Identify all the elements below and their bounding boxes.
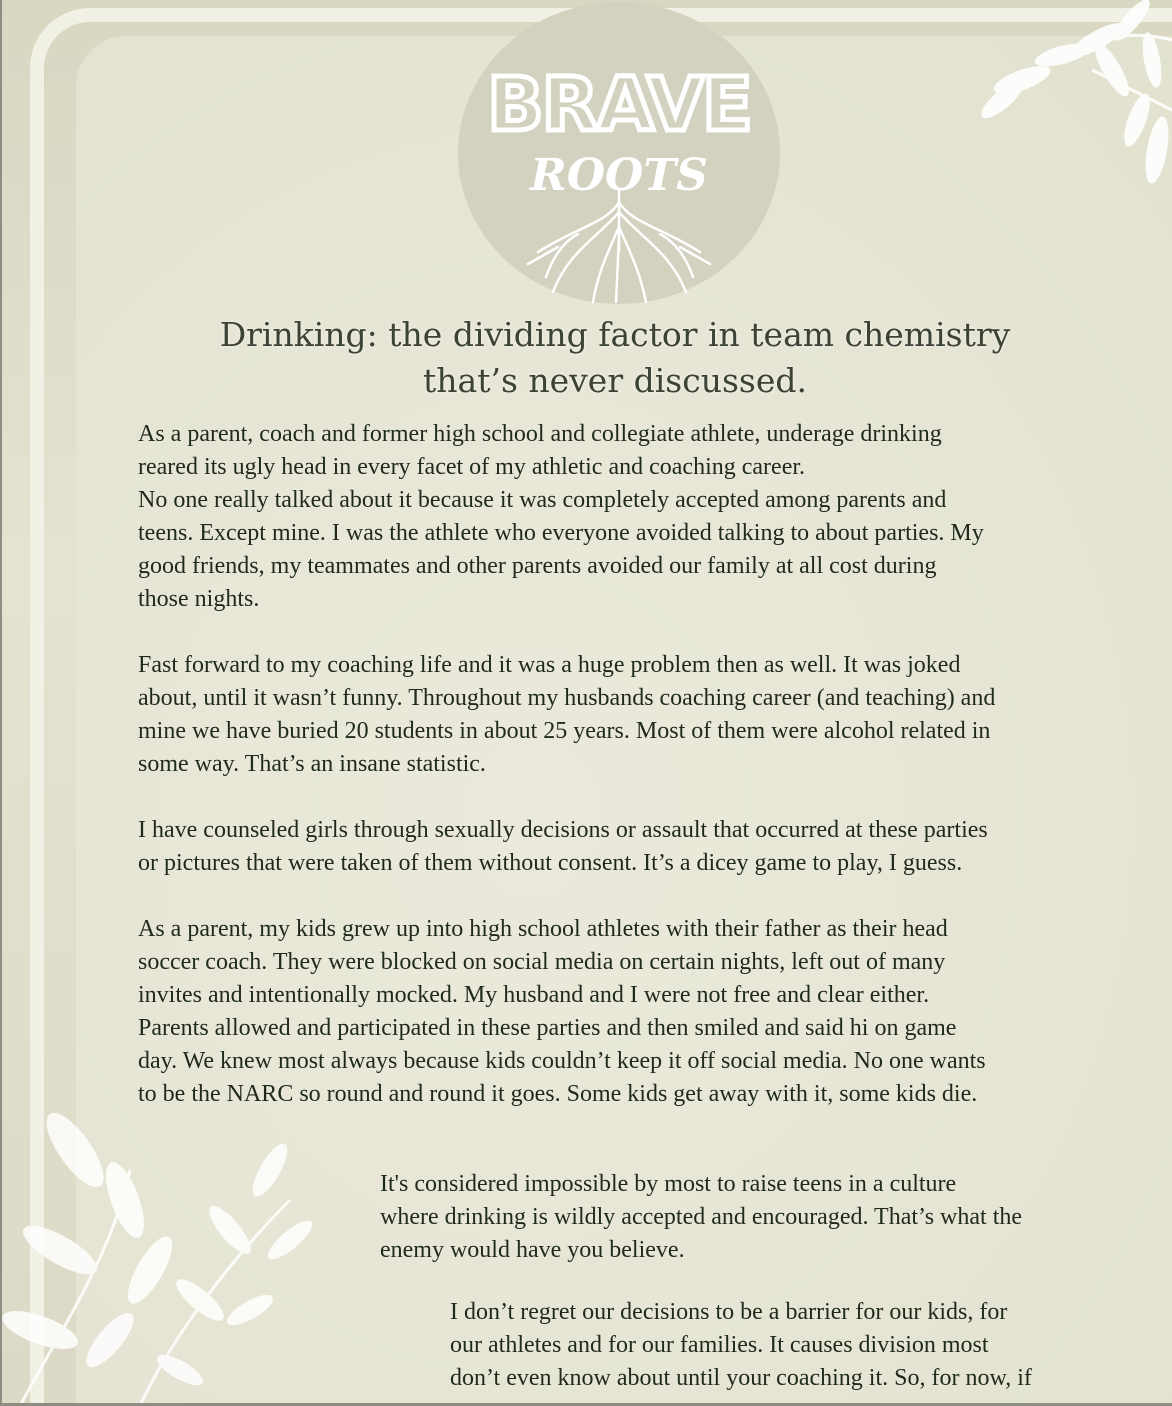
text-line: As a parent, coach and former high school and collegiate athlete, underage drinking xyxy=(138,421,942,447)
text-line: invites and intentionally mocked. My husband and I were not free and clear either. xyxy=(138,982,930,1008)
title-line-2: that’s never discussed. xyxy=(423,361,807,400)
text-line: mine we have buried 20 students in about 25 years. Most of them were alcohol related in xyxy=(138,718,991,744)
title-line-1: Drinking: the dividing factor in team chemistry xyxy=(219,315,1011,354)
paragraph-1 xyxy=(138,418,1118,616)
text-line: I have counseled girls through sexually decisions or assault that occurred at these parties xyxy=(138,817,988,843)
leaf-branch-icon xyxy=(0,1110,330,1406)
text-line: good friends, my teammates and other parents avoided our family at all cost during xyxy=(138,553,937,579)
text-line: No one really talked about it because it was completely accepted among parents and xyxy=(138,487,947,513)
article-body xyxy=(138,418,1118,1144)
paragraph-2 xyxy=(138,649,1118,781)
text-line: It's considered impossible by most to raise teens in a culture xyxy=(380,1171,957,1197)
text-line: Fast forward to my coaching life and it was a huge problem then as well. It was joked xyxy=(138,652,961,678)
text-line: enemy would have you believe. xyxy=(380,1237,685,1263)
brave-roots-tree-roots-logo-icon xyxy=(458,2,780,304)
text-line: As a parent, my kids grew up into high school athletes with their father as their head xyxy=(138,916,948,942)
text-line: Parents allowed and participated in these parties and then smiled and said hi on game xyxy=(138,1015,957,1041)
pull-quote-1 xyxy=(380,1168,1120,1267)
text-line: where drinking is wildly accepted and encouraged. That’s what the xyxy=(380,1204,1023,1230)
text-line: some way. That’s an insane statistic. xyxy=(138,751,486,777)
pull-quote-2 xyxy=(450,1296,1130,1395)
text-line: day. We knew most always because kids couldn’t keep it off social media. No one wants xyxy=(138,1048,986,1074)
text-line: or pictures that were taken of them without consent. It’s a dicey game to play, I guess. xyxy=(138,850,963,876)
text-line: about, until it wasn’t funny. Throughout my husbands coaching career (and teaching) and xyxy=(138,685,996,711)
paragraph-3 xyxy=(138,814,1118,880)
logo-line2: ROOTS xyxy=(530,150,708,201)
page-title xyxy=(150,312,1080,404)
text-line: our athletes and for our families. It causes division most xyxy=(450,1332,989,1358)
text-line: to be the NARC so round and round it goes. Some kids get away with it, some kids die. xyxy=(138,1081,978,1107)
text-line: those nights. xyxy=(138,586,260,612)
text-line: don’t even know about until your coaching it. So, for now, if xyxy=(450,1365,1032,1391)
text-line: I don’t regret our decisions to be a barrier for our kids, for xyxy=(450,1299,1008,1325)
text-line: reared its ugly head in every facet of my athletic and coaching career. xyxy=(138,454,806,480)
paragraph-4 xyxy=(138,913,1118,1111)
logo-line1: BRAVE xyxy=(487,62,751,148)
leaf-branch-icon xyxy=(882,0,1172,200)
text-line: soccer coach. They were blocked on social media on certain nights, left out of many xyxy=(138,949,946,975)
text-line: teens. Except mine. I was the athlete who everyone avoided talking to about parties. My xyxy=(138,520,984,546)
